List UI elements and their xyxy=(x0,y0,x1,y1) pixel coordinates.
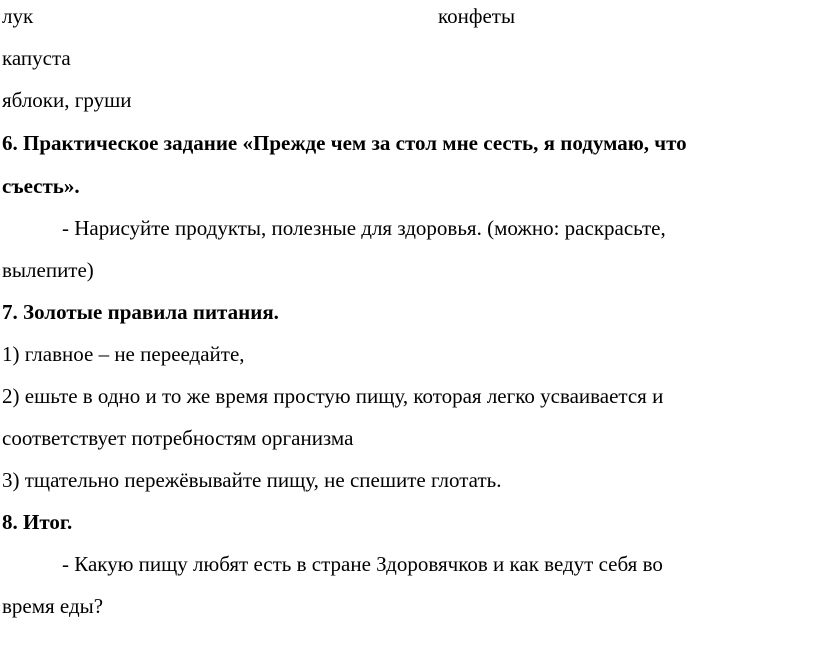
list-item-cabbage: капуста xyxy=(2,46,71,70)
section-8-question: - Какую пищу любят есть в стране Здоровячков и как ведут себя во xyxy=(62,552,663,576)
section-7-heading: 7. Золотые правила питания. xyxy=(2,300,279,324)
section-6-task: - Нарисуйте продукты, полезные для здоровья. (можно: раскрасьте, xyxy=(62,216,666,240)
list-item-candy: конфеты xyxy=(438,4,516,28)
rule-2: 2) ешьте в одно и то же время простую пищу, которая легко усваивается и xyxy=(2,384,664,408)
section-8-question-continued: время еды? xyxy=(2,594,104,618)
rule-2-continued: соответствует потребностям организма xyxy=(2,426,354,450)
list-item-onion: лук xyxy=(2,4,34,28)
section-8-heading: 8. Итог. xyxy=(2,510,73,534)
section-6-heading: 6. Практическое задание «Прежде чем за стол мне сесть, я подумаю, что xyxy=(2,131,687,155)
rule-1: 1) главное – не переедайте, xyxy=(2,342,245,366)
rule-3: 3) тщательно пережёвывайте пищу, не спешите глотать. xyxy=(2,468,502,492)
section-6-task-continued: вылепите) xyxy=(2,258,94,282)
list-item-fruits: яблоки, груши xyxy=(2,88,132,112)
section-6-heading-continued: съесть». xyxy=(2,174,80,198)
